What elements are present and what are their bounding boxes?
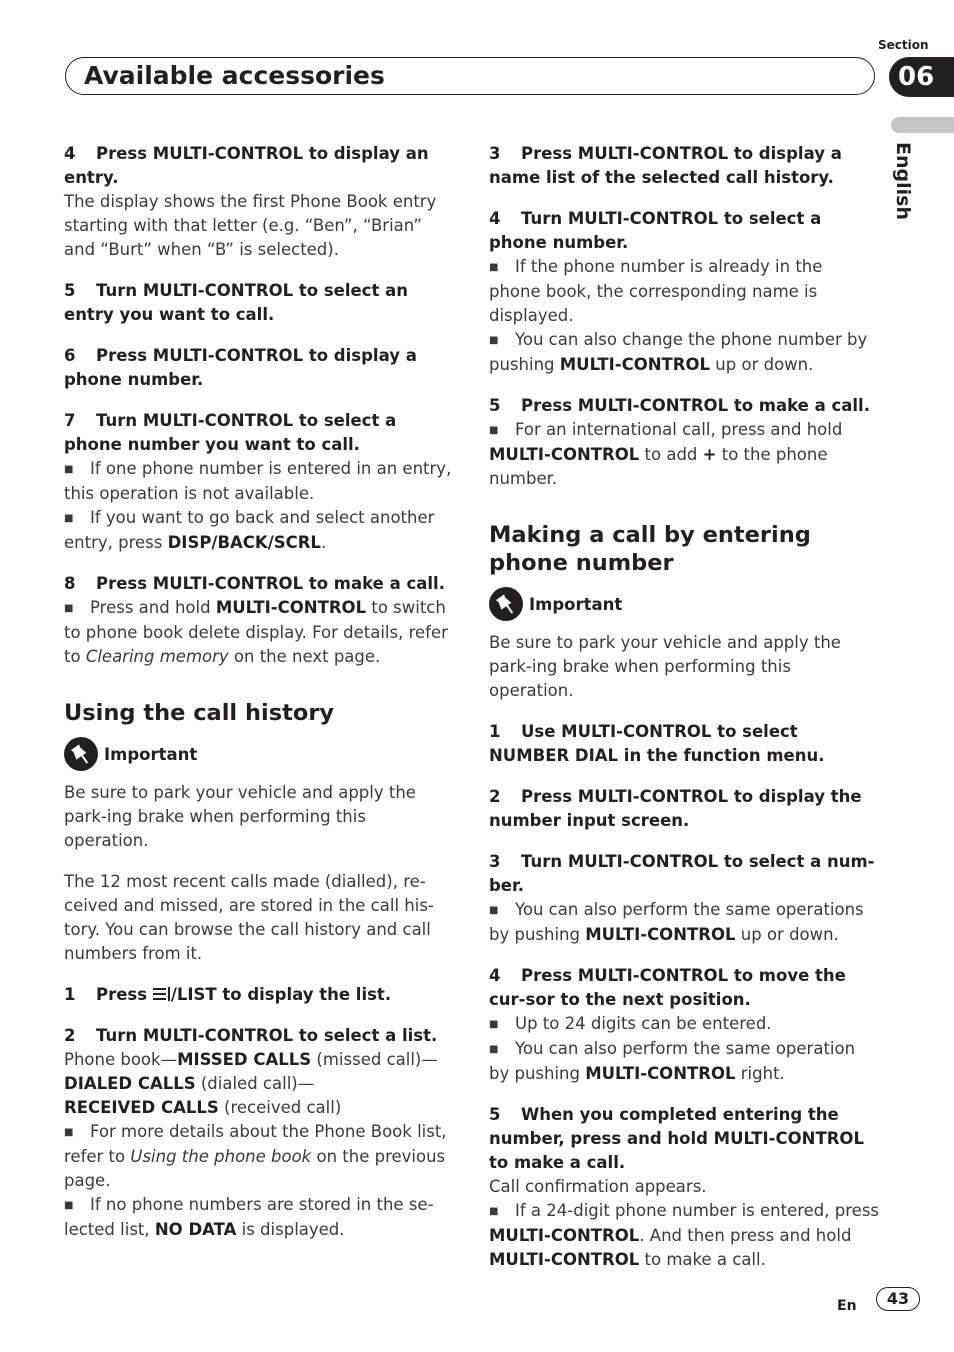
page-number: 43 [876,1287,920,1311]
square-bullet-icon: ■ [64,1127,74,1138]
bullet-text: If the phone number is already in the phone book, the corresponding name is displayed. [489,257,823,325]
step-text: Use MULTI-CONTROL to select NUMBER DIAL in the function menu. [489,722,825,765]
bullet-text: You can also perform the same operation by pushing [489,1039,856,1083]
step-text: Press MULTI-CONTROL to make a call. [521,396,870,415]
bullet-item [489,328,879,377]
list-text: (received call) [218,1098,342,1117]
square-bullet-icon: ■ [489,335,499,346]
step-body: Call confirmation appears. [489,1177,707,1196]
important-note [64,736,454,772]
left-column [64,142,454,1242]
page-title: Available accessories [84,61,385,90]
step-text: Press MULTI-CONTROL to move the cur-sor to the next position. [489,966,846,1009]
bullet-text: to add [639,445,703,464]
bullet-item [64,506,454,555]
bullet-text: on the next page. [228,647,381,666]
step-number: 5 [64,281,76,300]
list-line [64,1096,454,1120]
step-text: When you completed entering the number, press and hold MULTI-CONTROL to make a call. [489,1105,864,1172]
key-name: MULTI-CONTROL [489,1250,640,1269]
step-number: 4 [489,209,501,228]
step-number: 1 [489,722,501,741]
bullet-text: You can also change the phone number by pushing [489,330,868,374]
important-pin-icon [64,737,98,771]
section-heading: Making a call by entering phone number [489,522,811,576]
step-number: 1 [64,985,76,1004]
cross-reference: Using the phone book [130,1147,312,1166]
step-number: 8 [64,574,76,593]
bullet-text: on the previous page. [64,1147,446,1190]
step-heading [489,1103,879,1175]
important-label: Important [104,744,198,764]
bullet-text: If one phone number is entered in an entry, this operation is not available. [64,459,452,503]
bullet-item [489,1199,879,1272]
step-heading [64,1024,454,1048]
bullet-item [489,418,879,491]
bullet-text: up or down. [710,355,814,374]
key-name: DISP/BACK/SCRL [167,533,321,552]
step-number: 7 [64,411,76,430]
square-bullet-icon: ■ [489,1019,499,1030]
bullet-text: to the phone number. [489,445,828,488]
bullet-text: If you want to go back and select another entry, press [64,508,435,552]
key-name: MULTI-CONTROL [585,925,736,944]
section-heading: Using the call history [64,700,335,726]
step-text: Turn MULTI-CONTROL to select a list. [96,1026,438,1045]
important-body: Be sure to park your vehicle and apply the park-ing brake when performing this operation. [64,783,416,850]
step-heading [64,279,454,327]
square-bullet-icon: ■ [489,425,499,436]
important-pin-icon [489,587,523,621]
plus-symbol: + [702,445,717,464]
bullet-item [64,1120,454,1193]
step-number: 4 [64,144,76,163]
square-bullet-icon: ■ [64,1200,74,1211]
step-heading [489,850,879,898]
list-text: Phone book— [64,1050,178,1069]
square-bullet-icon: ■ [64,464,74,475]
bullet-text: right. [735,1064,785,1083]
bullet-text: You can also perform the same operations by pushing [489,900,864,944]
square-bullet-icon: ■ [489,1206,499,1217]
step-text: Turn MULTI-CONTROL to select an entry you want to call. [64,281,408,324]
bullet-item [64,1193,454,1242]
step-text: Press MULTI-CONTROL to display a phone number. [64,346,417,389]
step-number: 6 [64,346,76,365]
list-icon [153,986,171,1002]
bullet-text: . And then press and hold [639,1226,852,1245]
step-number: 2 [64,1026,76,1045]
display-message: NO DATA [154,1220,237,1239]
step-text: /LIST to display the list. [170,985,392,1004]
list-text: (missed call)— [311,1050,438,1069]
step-heading [489,394,879,418]
right-column [489,142,879,1272]
bullet-item [489,1037,879,1086]
list-name: MISSED CALLS [177,1050,312,1069]
bullet-text: up or down. [735,925,839,944]
step-number: 2 [489,787,501,806]
step-body: The display shows the first Phone Book entry starting with that letter (e.g. “Ben”, “Brian” and “Burt” when “B” is selected). [64,192,437,259]
square-bullet-icon: ■ [489,262,499,273]
step-text: Press [96,985,153,1004]
important-label: Important [529,594,623,614]
cross-reference: Clearing memory [85,647,229,666]
step-heading [64,409,454,457]
important-note [489,586,879,622]
step-number: 4 [489,966,501,985]
list-line [64,1072,454,1096]
square-bullet-icon: ■ [489,1044,499,1055]
step-number: 3 [489,144,501,163]
paragraph: The 12 most recent calls made (dialled), re-ceived and missed, are stored in the call his-tory. You can browse the call history and call numbers from it. [64,872,434,963]
bullet-text: If a 24-digit phone number is entered, press [515,1201,880,1220]
step-text: Press MULTI-CONTROL to make a call. [96,574,445,593]
bullet-text: For more details about the Phone Book list, refer to [64,1122,447,1166]
bullet-item [489,898,879,947]
bullet-text: . [320,533,327,552]
list-text: (dialed call)— [195,1074,315,1093]
bullet-text: If no phone numbers are stored in the se-lected list, [64,1195,434,1239]
step-text: Press MULTI-CONTROL to display a name list of the selected call history. [489,144,842,187]
step-heading [489,142,879,190]
list-line [64,1048,454,1072]
square-bullet-icon: ■ [64,603,74,614]
language-tab [891,117,954,133]
step-heading [64,983,454,1007]
step-heading [489,207,879,255]
bullet-text: to make a call. [639,1250,766,1269]
step-number: 5 [489,396,501,415]
key-name: MULTI-CONTROL [489,445,640,464]
step-heading [64,142,454,190]
bullet-text: is displayed. [236,1220,345,1239]
bullet-text: Press and hold [90,598,216,617]
step-text: Turn MULTI-CONTROL to select a phone number you want to call. [64,411,397,454]
bullet-item [489,1012,879,1037]
step-text: Turn MULTI-CONTROL to select a num-ber. [489,852,875,895]
key-name: MULTI-CONTROL [489,1226,640,1245]
step-heading [64,572,454,596]
step-heading [489,964,879,1012]
list-name: RECEIVED CALLS [64,1098,219,1117]
key-name: MULTI-CONTROL [585,1064,736,1083]
key-name: MULTI-CONTROL [559,355,711,374]
bullet-item [64,457,454,506]
step-number: 3 [489,852,501,871]
key-name: MULTI-CONTROL [215,598,367,617]
square-bullet-icon: ■ [489,905,499,916]
step-text: Turn MULTI-CONTROL to select a phone number. [489,209,822,252]
step-number: 5 [489,1105,501,1124]
language-label: English [892,142,914,220]
footer-language-code: En [837,1298,857,1314]
step-heading [489,720,879,768]
bullet-item [64,596,454,669]
bullet-item [489,255,879,328]
section-label: Section [878,38,929,52]
section-number: 06 [889,57,954,97]
bullet-text: For an international call, press and hold [515,420,843,439]
step-heading [64,344,454,392]
step-text: Press MULTI-CONTROL to display an entry. [64,144,429,187]
bullet-text: to switch to phone book delete display. For details, refer to [64,598,448,666]
list-name: DIALED CALLS [64,1074,196,1093]
important-body: Be sure to park your vehicle and apply the park-ing brake when performing this operation. [489,633,841,700]
square-bullet-icon: ■ [64,513,74,524]
step-heading [489,785,879,833]
bullet-text: Up to 24 digits can be entered. [515,1014,772,1033]
step-text: Press MULTI-CONTROL to display the number input screen. [489,787,862,830]
